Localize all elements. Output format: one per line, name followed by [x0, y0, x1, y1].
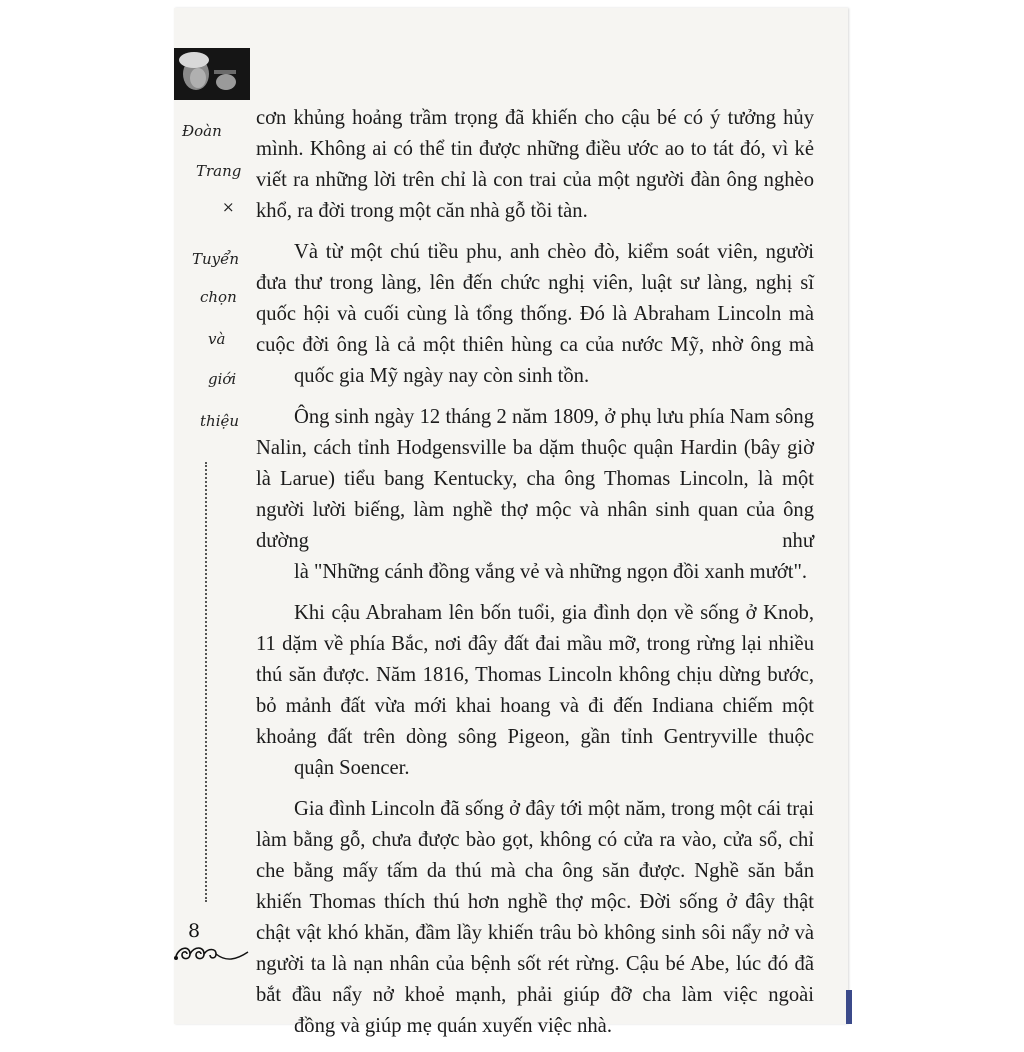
side-title-word: Tuyển — [192, 250, 240, 268]
side-title-word: và — [208, 330, 226, 348]
side-title-word: Trang — [196, 162, 242, 180]
flourish-ornament — [172, 942, 252, 968]
paragraph-last-line: là "Những cánh đồng vắng vẻ và những ngọn đồi xanh mướt". — [294, 561, 808, 583]
page-number: 8 — [188, 920, 201, 942]
paragraph — [256, 598, 814, 784]
paragraph-text: Và từ một chú tiều phu, anh chèo đò, kiểm soát viên, người đưa thư trong làng, lên đến chức nghị viên, luật sư làng, nghị sĩ quốc hội và cuối cùng là tổng thống. Đó là Abraham Lincoln mà cuộc đời ông là cả một thiên hùng ca của nước Mỹ, nhờ ông mà — [256, 241, 814, 356]
dotted-divider — [205, 462, 207, 902]
side-title-word: chọn — [200, 288, 237, 306]
paragraph — [256, 794, 814, 1042]
paragraph-last-line: khổ, ra đời trong một căn nhà gỗ tồi tàn. — [256, 200, 588, 222]
page-edge — [846, 990, 852, 1024]
side-title-word: thiệu — [200, 412, 240, 430]
paragraph-text: cơn khủng hoảng trầm trọng đã khiến cho cậu bé có ý tưởng hủy mình. Không ai có thể tin được những điều ước ao to tát đó, vì kẻ viết ra những lời trên chỉ là con trai của một người đàn ông nghèo — [256, 107, 814, 191]
paragraph-text: Ông sinh ngày 12 tháng 2 năm 1809, ở phụ lưu phía Nam sông Nalin, cách tỉnh Hodgensville ba dặm thuộc quận Hardin (bây giờ là Larue) tiểu bang Kentucky, cha ông Thomas Lincoln, là một người lười biếng, làm nghề thợ mộc và nhân sinh quan của ông dường như — [256, 406, 814, 552]
paragraph-text: Khi cậu Abraham lên bốn tuổi, gia đình dọn về sống ở Knob, 11 dặm về phía Bắc, nơi đây đất đai mầu mỡ, trong rừng lại nhiều thú săn được. Năm 1816, Thomas Lincoln không chịu dừng bước, bỏ mảnh đất vừa mới khai hoang và đi đến Indiana chiếm một khoảng đất trên dòng sông Pigeon, gần tỉnh Gentryville thuộc — [256, 602, 814, 748]
paragraph — [256, 103, 814, 227]
side-title-word: giới — [208, 370, 237, 388]
paragraph-last-line: đồng và giúp mẹ quán xuyến việc nhà. — [294, 1015, 612, 1037]
author-portrait — [174, 48, 250, 100]
paragraph — [256, 402, 814, 588]
paragraph-last-line: quốc gia Mỹ ngày nay còn sinh tồn. — [294, 365, 590, 387]
paragraph — [256, 237, 814, 392]
paragraph-text: Gia đình Lincoln đã sống ở đây tới một năm, trong một cái trại làm bằng gỗ, chưa được bào gọt, không có cửa ra vào, cửa sổ, chỉ che bằng mấy tấm da thú mà cha ông săn được. Nghề săn bắn khiến Thomas thích thú hơn nghề thợ mộc. Đời sống ở đây thật chật vật khó khăn, đầm lầy khiến trâu bò không sinh sôi nẩy nở và người ta là nạn nhân của bệnh sốt rét rừng. Cậu bé Abe, lúc đó đã bắt đầu nẩy nở khoẻ mạnh, phải giúp đỡ cha làm việc ngoài — [256, 798, 814, 1006]
handwritten-vertical-title — [178, 112, 248, 442]
body-text — [256, 103, 814, 1052]
paragraph-last-line: quận Soencer. — [294, 757, 410, 779]
side-title-word: Đoàn — [182, 122, 222, 140]
side-title-word: × — [222, 198, 235, 216]
